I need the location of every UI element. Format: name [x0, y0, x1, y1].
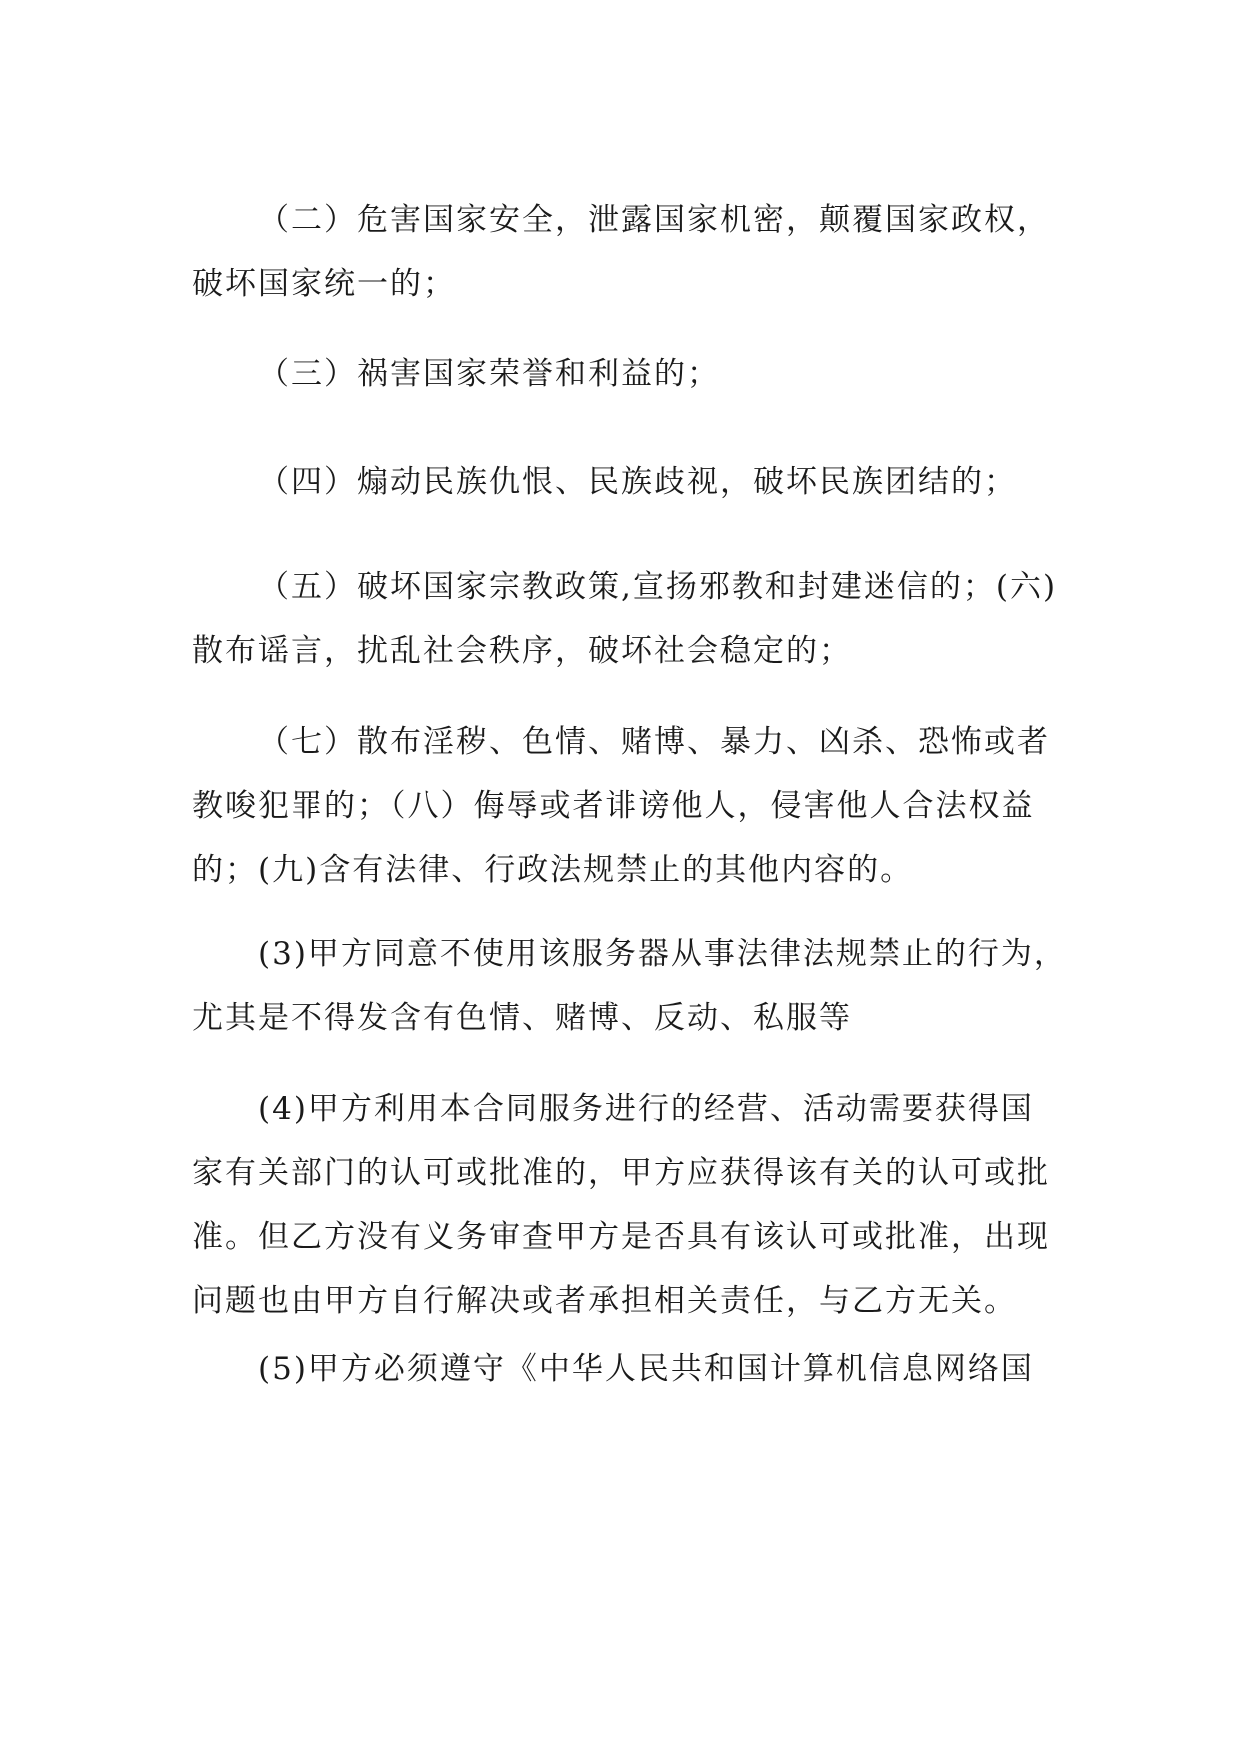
paragraph-item-3 [192, 342, 1072, 406]
paragraph-clause-3 [192, 922, 1072, 1050]
text-line: 教唆犯罪的；（八）侮辱或者诽谤他人，侵害他人合法权益 [192, 788, 1035, 824]
text-line: (5)甲方必须遵守《中华人民共和国计算机信息网络国 [258, 1351, 1034, 1387]
paragraph-item-4 [192, 450, 1072, 514]
text-line: （四）煽动民族仇恨、民族歧视，破坏民族团结的； [258, 464, 1017, 500]
text-line: （三）祸害国家荣誉和利益的； [258, 356, 720, 392]
text-line: （七）散布淫秽、色情、赌博、暴力、凶杀、恐怖或者 [258, 724, 1050, 760]
text-line: 破坏国家统一的； [192, 266, 456, 302]
text-line: (4)甲方利用本合同服务进行的经营、活动需要获得国 [258, 1091, 1034, 1127]
text-line: 的；(九)含有法律、行政法规禁止的其他内容的。 [192, 852, 914, 888]
paragraph-item-7-9 [192, 710, 1072, 902]
text-line: 准。但乙方没有义务审查甲方是否具有该认可或批准，出现 [192, 1219, 1050, 1255]
text-line: 散布谣言，扰乱社会秩序，破坏社会稳定的； [192, 633, 852, 669]
paragraph-clause-5 [192, 1337, 1072, 1401]
text-line: （五）破坏国家宗教政策,宣扬邪教和封建迷信的；(六) [258, 569, 1058, 605]
text-line: 问题也由甲方自行解决或者承担相关责任，与乙方无关。 [192, 1283, 1017, 1319]
paragraph-clause-4 [192, 1077, 1072, 1333]
paragraph-item-2 [192, 188, 1072, 316]
text-line: 尤其是不得发含有色情、赌博、反动、私服等 [192, 1000, 852, 1036]
paragraph-item-5-6 [192, 555, 1072, 683]
text-line: (3)甲方同意不使用该服务器从事法律法规禁止的行为， [258, 936, 1067, 972]
text-line: 家有关部门的认可或批准的，甲方应获得该有关的认可或批 [192, 1155, 1050, 1191]
text-line: （二）危害国家安全，泄露国家机密，颠覆国家政权， [258, 202, 1050, 238]
